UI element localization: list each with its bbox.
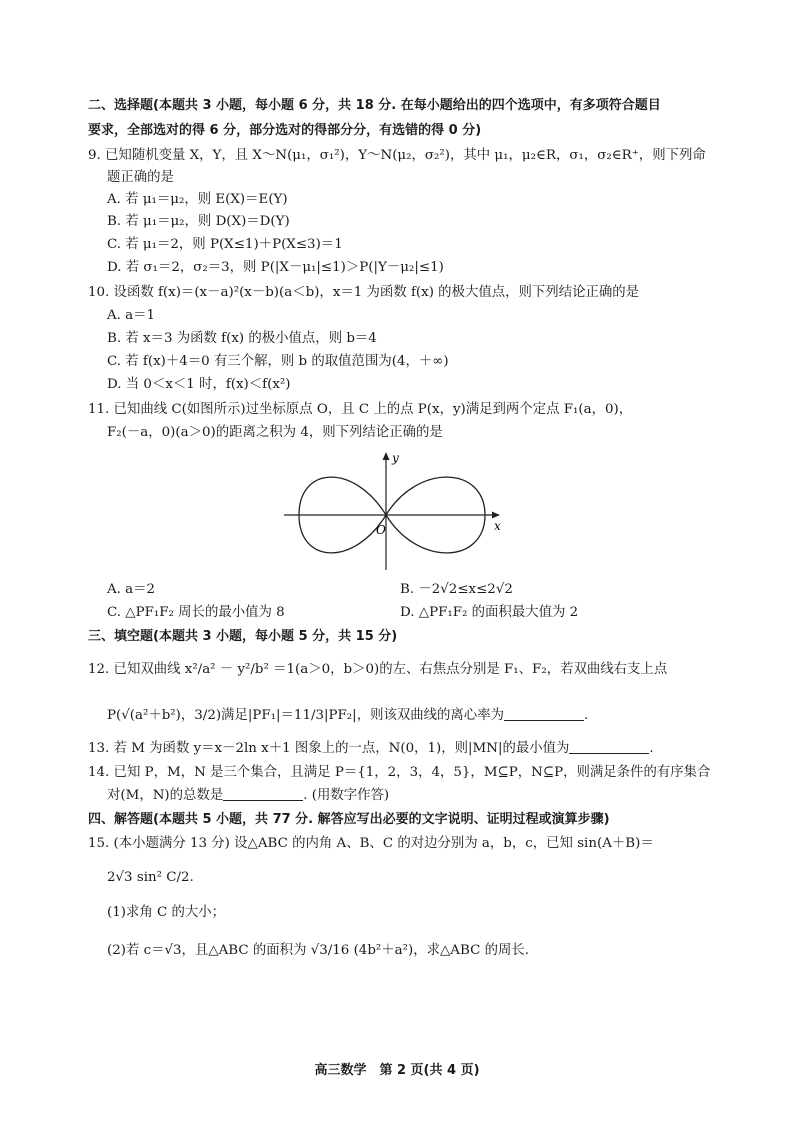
q15-line2: 2√3 sin² C/2. bbox=[107, 870, 194, 885]
q13-answer-blank[interactable] bbox=[569, 739, 649, 754]
q15-part2: (2)若 c＝√3，且△ABC 的面积为 √3/16 (4b²＋a²)，求△ABC 的周长. bbox=[107, 943, 529, 958]
q10-stem: 10. 设函数 f(x)＝(x－a)²(x－b)(a＜b)，x＝1 为函数 f(x) 的极大值点，则下列结论正确的是 bbox=[88, 285, 640, 300]
q12-line2-text: P(√(a²＋b²)，3/2)满足|PF₁|＝11/3|PF₂|，则该双曲线的离心率为 bbox=[107, 708, 504, 723]
section-2-heading-line1: 二、选择题(本题共 3 小题，每小题 6 分，共 18 分. 在每小题给出的四个选项中，有多项符合题目 bbox=[88, 98, 661, 113]
q11-stem-cont: F₂(－a，0)(a＞0)的距离之积为 4，则下列结论正确的是 bbox=[107, 425, 443, 440]
q15-line1: 15. (本小题满分 13 分) 设△ABC 的内角 A、B、C 的对边分别为 a，b，c，已知 sin(A＋B)＝ bbox=[88, 836, 654, 851]
lemniscate-figure bbox=[280, 448, 510, 573]
q14-answer-blank[interactable] bbox=[223, 786, 303, 801]
q10-option-b: B. 若 x＝3 为函数 f(x) 的极小值点，则 b＝4 bbox=[107, 331, 377, 346]
q11-option-d: D. △PF₁F₂ 的面积最大值为 2 bbox=[400, 605, 579, 620]
section-2-heading-line2: 要求，全部选对的得 6 分，部分选对的得部分分，有选错的得 0 分) bbox=[88, 123, 482, 138]
q9-option-c: C. 若 μ₁＝2，则 P(X≤1)＋P(X≤3)＝1 bbox=[107, 237, 343, 252]
q13 bbox=[88, 739, 654, 759]
q12-line1: 12. 已知双曲线 x²/a² － y²/b² ＝1(a＞0，b＞0)的左、右焦点分别是 F₁、F₂，若双曲线右支上点 bbox=[88, 662, 668, 677]
y-axis-arrow bbox=[383, 452, 390, 460]
q9-option-b: B. 若 μ₁＝μ₂，则 D(X)＝D(Y) bbox=[107, 214, 290, 229]
page-footer: 高三数学 第 2 页(共 4 页) bbox=[314, 1063, 480, 1078]
q12-answer-blank[interactable] bbox=[504, 706, 584, 721]
q14-line2 bbox=[107, 786, 389, 806]
q11-stem: 11. 已知曲线 C(如图所示)过坐标原点 O，且 C 上的点 P(x，y)满足到两个定点 F₁(a，0)， bbox=[88, 402, 633, 417]
q10-option-a: A. a＝1 bbox=[107, 308, 156, 323]
q9-stem: 9. 已知随机变量 X，Y，且 X～N(μ₁，σ₁²)，Y～N(μ₂，σ₂²)，其中 μ₁，μ₂∈R，σ₁，σ₂∈R⁺，则下列命 bbox=[88, 148, 706, 163]
q14-line2-end: . (用数字作答) bbox=[303, 788, 390, 803]
section-3-heading: 三、填空题(本题共 3 小题，每小题 5 分，共 15 分) bbox=[88, 629, 398, 644]
q12-line2 bbox=[107, 706, 588, 726]
q9-option-d: D. 若 σ₁＝2，σ₂＝3，则 P(|X－μ₁|≤1)＞P(|Y－μ₂|≤1) bbox=[107, 260, 444, 275]
origin-label: O bbox=[376, 523, 386, 537]
q10-option-c: C. 若 f(x)＋4＝0 有三个解，则 b 的取值范围为(4，＋∞) bbox=[107, 354, 449, 369]
q11-option-b: B. －2√2≤x≤2√2 bbox=[400, 582, 513, 597]
q9-option-a: A. 若 μ₁＝μ₂，则 E(X)＝E(Y) bbox=[107, 192, 288, 207]
x-axis-label: x bbox=[494, 519, 501, 533]
q15-part1: (1)求角 C 的大小； bbox=[107, 905, 226, 920]
y-axis-label: y bbox=[392, 451, 399, 465]
q9-stem-cont: 题正确的是 bbox=[107, 170, 174, 185]
q14-line2-text: 对(M，N)的总数是 bbox=[107, 788, 224, 803]
section-4-heading: 四、解答题(本题共 5 小题，共 77 分. 解答应写出必要的文字说明、证明过程或演算步骤) bbox=[88, 812, 610, 827]
q13-end: . bbox=[649, 741, 654, 756]
q14-line1: 14. 已知 P，M，N 是三个集合，且满足 P＝{1，2，3，4，5}，M⊆P，N⊆P，则满足条件的有序集合 bbox=[88, 765, 711, 780]
x-axis-arrow bbox=[492, 512, 500, 519]
q11-option-a: A. a＝2 bbox=[107, 582, 156, 597]
q12-end: . bbox=[583, 708, 589, 723]
q13-text: 13. 若 M 为函数 y＝x－2ln x＋1 图象上的一点，N(0，1)，则|MN|的最小值为 bbox=[88, 741, 570, 756]
q10-option-d: D. 当 0＜x＜1 时，f(x)＜f(x²) bbox=[107, 377, 291, 392]
q11-option-c: C. △PF₁F₂ 周长的最小值为 8 bbox=[107, 605, 285, 620]
